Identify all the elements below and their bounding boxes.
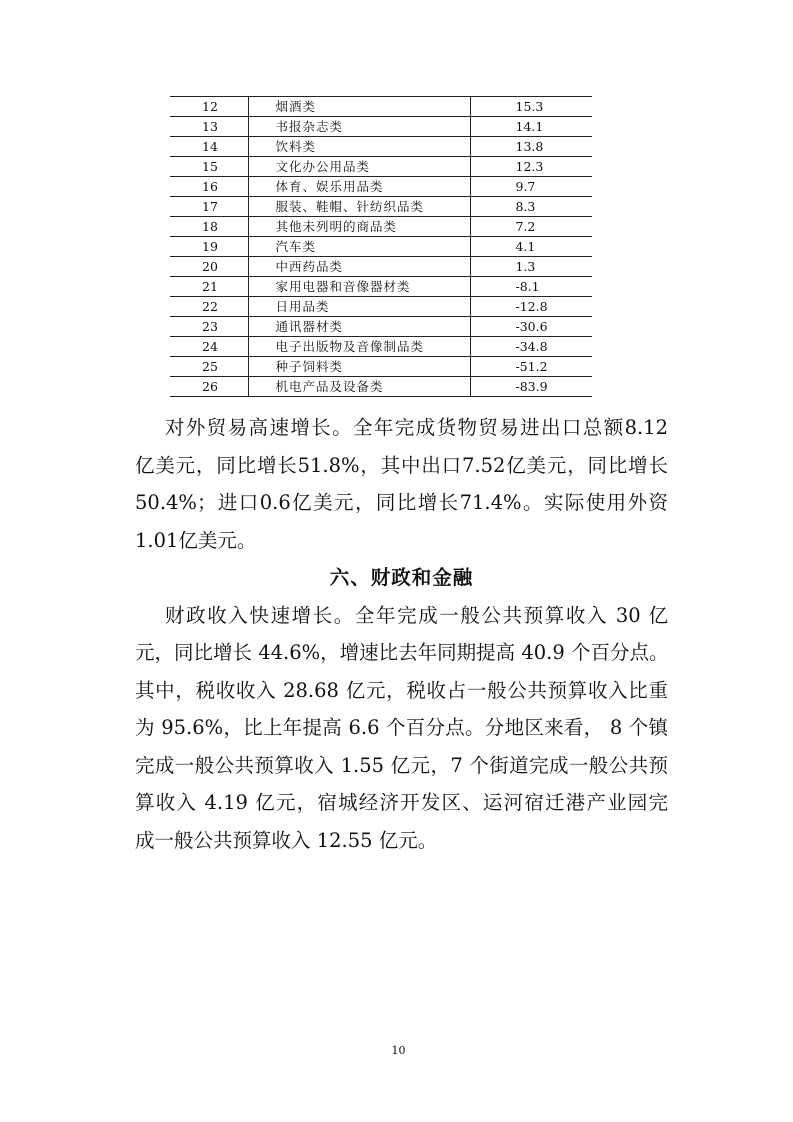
row-index: 19 [170,237,248,257]
row-category: 书报杂志类 [248,117,470,137]
row-value: 1.3 [470,257,592,277]
paragraph-line: 财政收入快速增长。全年完成一般公共预算收入 30 亿 [165,603,668,627]
table-row [170,317,592,337]
row-value: 4.1 [470,237,592,257]
row-category: 其他未列明的商品类 [248,217,470,237]
row-index: 15 [170,157,248,177]
row-index: 23 [170,317,248,337]
paragraph-line: 1.01亿美元。 [135,528,257,552]
row-value: 7.2 [470,217,592,237]
row-category: 饮料类 [248,137,470,157]
table-row [170,277,592,297]
trade-paragraph [135,409,668,559]
row-category: 日用品类 [248,297,470,317]
row-category: 烟酒类 [248,97,470,117]
row-index: 25 [170,357,248,377]
row-index: 22 [170,297,248,317]
row-index: 24 [170,337,248,357]
row-index: 13 [170,117,248,137]
table-row [170,217,592,237]
paragraph-line: 亿美元，同比增长51.8%，其中出口7.52亿美元，同比增长 [135,453,668,477]
paragraph-line: 成一般公共预算收入 12.55 亿元。 [135,828,438,852]
table-row [170,257,592,277]
table-row [170,197,592,217]
row-value: -30.6 [470,317,592,337]
row-value: 9.7 [470,177,592,197]
table-row [170,177,592,197]
table-row [170,357,592,377]
row-value: -83.9 [470,377,592,397]
row-value: 13.8 [470,137,592,157]
paragraph-line: 算收入 4.19 亿元，宿城经济开发区、运河宿迁港产业园完 [135,791,668,814]
row-index: 17 [170,197,248,217]
row-category: 种子饲料类 [248,357,470,377]
paragraph-line: 其中，税收收入 28.68 亿元，税收占一般公共预算收入比重 [135,678,668,702]
row-index: 16 [170,177,248,197]
paragraph-line: 完成一般公共预算收入 1.55 亿元，7 个街道完成一般公共预 [135,753,668,777]
row-category: 家用电器和音像器材类 [248,277,470,297]
row-index: 21 [170,277,248,297]
retail-category-growth-table [170,96,592,397]
paragraph-line: 为 95.6%，比上年提高 6.6 个百分点。分地区来看， 8 个镇 [135,716,668,739]
row-category: 汽车类 [248,237,470,257]
row-value: 15.3 [470,97,592,117]
row-index: 20 [170,257,248,277]
row-value: 8.3 [470,197,592,217]
table-row [170,157,592,177]
row-value: -8.1 [470,277,592,297]
finance-paragraph [135,597,668,860]
row-value: 14.1 [470,117,592,137]
row-category: 体育、娱乐用品类 [248,177,470,197]
table-row [170,337,592,357]
section-heading: 六、财政和金融 [329,566,474,589]
paragraph-line: 元，同比增长 44.6%，增速比去年同期提高 40.9 个百分点。 [135,641,669,664]
table-row [170,237,592,257]
table-row [170,297,592,317]
table-body [170,97,592,397]
paragraph-line: 对外贸易高速增长。全年完成货物贸易进出口总额8.12 [165,416,668,439]
row-value: 12.3 [470,157,592,177]
table-row [170,117,592,137]
row-category: 通讯器材类 [248,317,470,337]
row-value: -12.8 [470,297,592,317]
table-row [170,377,592,397]
paragraph-line: 50.4%；进口0.6亿美元，同比增长71.4%。实际使用外资 [135,491,668,514]
document-body-text [135,409,668,859]
row-category: 中西药品类 [248,257,470,277]
row-index: 26 [170,377,248,397]
row-category: 服装、鞋帽、针纺织品类 [248,197,470,217]
row-value: -51.2 [470,357,592,377]
table-row [170,97,592,117]
row-index: 14 [170,137,248,157]
row-value: -34.8 [470,337,592,357]
row-category: 文化办公用品类 [248,157,470,177]
page-number: 10 [391,1044,406,1057]
table-row [170,137,592,157]
row-category: 机电产品及设备类 [248,377,470,397]
row-category: 电子出版物及音像制品类 [248,337,470,357]
row-index: 18 [170,217,248,237]
row-index: 12 [170,97,248,117]
